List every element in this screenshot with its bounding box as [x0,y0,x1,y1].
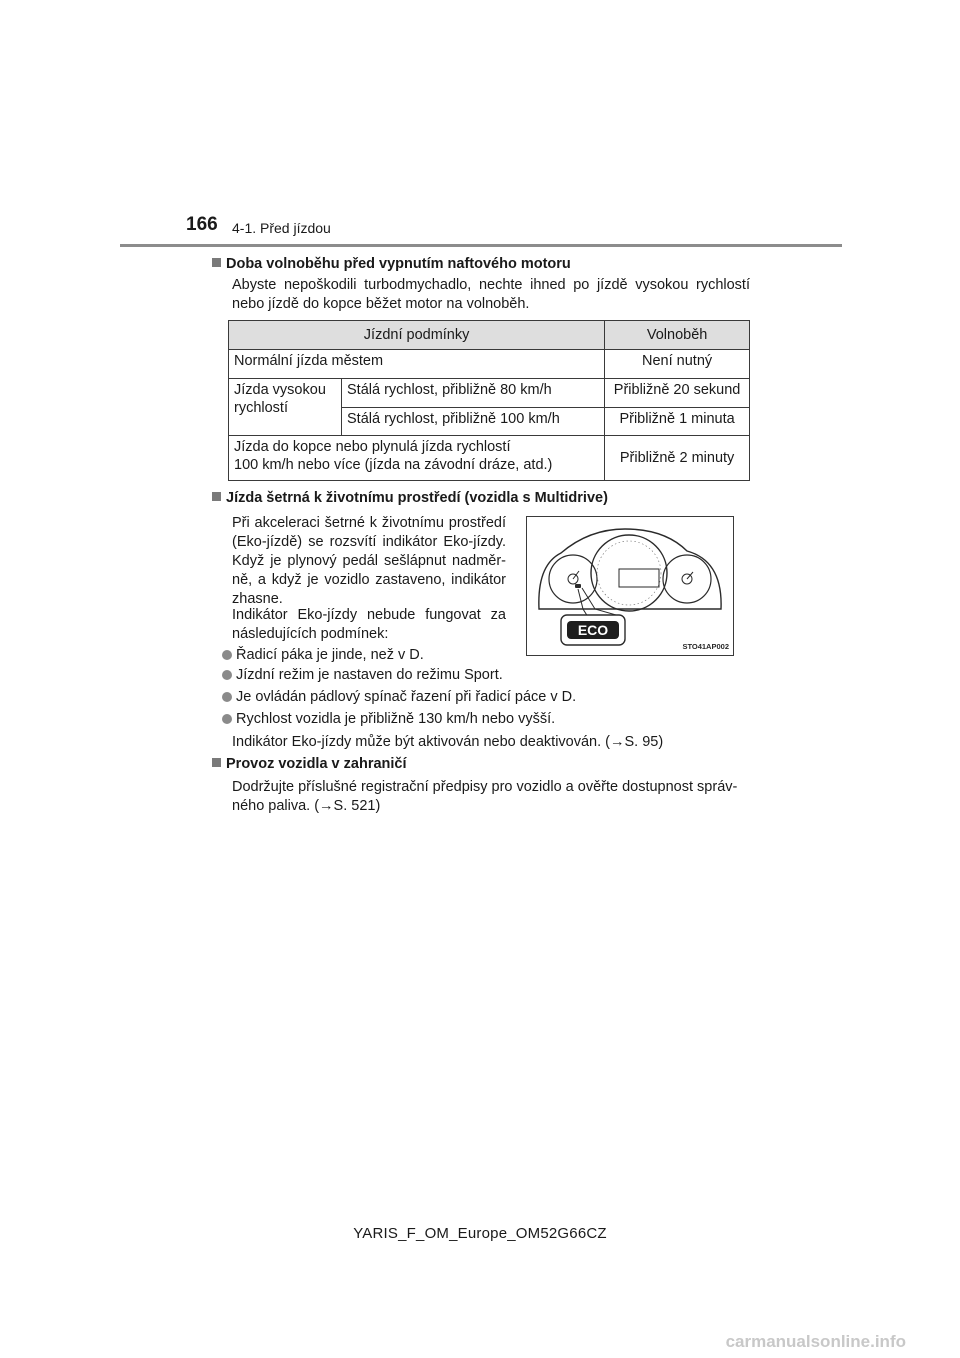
abroad-text-line1: Dodržujte příslušné registrační předpisy pro vozidlo a ověřte dostupnost správ- [232,779,738,795]
instrument-cluster-illustration [527,517,733,655]
column-header-conditions: Jízdní podmínky [229,321,605,350]
list-item: Řadicí páka je jinde, než v D. [222,646,424,665]
eco-toggle-note: Indikátor Eko-jízdy může být aktivován nebo deaktivován. (→S. 95) [232,734,664,750]
idle-heading: Doba volnoběhu před vypnutím naftového motoru [212,256,571,272]
square-bullet-icon [212,758,221,767]
table-row: Stálá rychlost, přibližně 100 km/h Přibližně 1 minuta [229,407,750,436]
bullet-icon [222,692,232,702]
square-bullet-icon [212,258,221,267]
idle-intro: Abyste nepoškodili turbodmychadlo, nechte ihned po jízdě vysokou rychlostí nebo jízdě do kopce běžet motor na volnoběh. [232,277,750,312]
table-row: Jízda vysokou rychlostí Stálá rychlost, přibližně 80 km/h Přibližně 20 sekund [229,379,750,408]
header-rule [120,244,842,247]
eco-heading: Jízda šetrná k životnímu prostředí (vozidla s Multidrive) [212,490,608,506]
bullet-icon [222,670,232,680]
figure-code: STO41AP002 [682,642,729,651]
eco-description: Při akceleraci šetrné k životnímu prostředí (Eko-jízdě) se rozsvítí indikátor Eko-jízdy. Když je plynový pedál sešlápnut nadměr-ně, a když je vozidlo zastaveno, indikátor zhasne. [232,515,506,607]
bullet-icon [222,714,232,724]
section-title: 4-1. Před jízdou [232,220,331,236]
square-bullet-icon [212,492,221,501]
idle-table [228,320,750,481]
list-item: Je ovládán pádlový spínač řazení při řadicí páce v D. [222,688,576,707]
bullet-icon [222,650,232,660]
footer-doc-code: YARIS_F_OM_Europe_OM52G66CZ [353,1225,607,1242]
list-item: Jízdní režim je nastaven do režimu Sport. [222,666,503,685]
page-number: 166 [186,214,218,235]
watermark: carmanualsonline.info [725,1332,906,1351]
column-header-idle: Volnoběh [605,321,750,350]
table-row: Jízda do kopce nebo plynulá jízda rychlostí 100 km/h nebo více (jízda na závodní dráze, atd.) Přibližně 2 minuty [229,436,750,481]
abroad-heading: Provoz vozidla v zahraničí [212,756,407,772]
list-item: Rychlost vozidla je přibližně 130 km/h nebo vyšší. [222,710,555,729]
eco-badge-label: ECO [577,622,609,638]
eco-conditions-intro: Indikátor Eko-jízdy nebude fungovat za následujících podmínek: [232,607,506,642]
table-row: Normální jízda městem Není nutný [229,350,750,379]
table-header-row [229,321,750,350]
abroad-text-line2: ného paliva. (→S. 521) [232,798,381,814]
instrument-cluster-figure [526,516,734,656]
